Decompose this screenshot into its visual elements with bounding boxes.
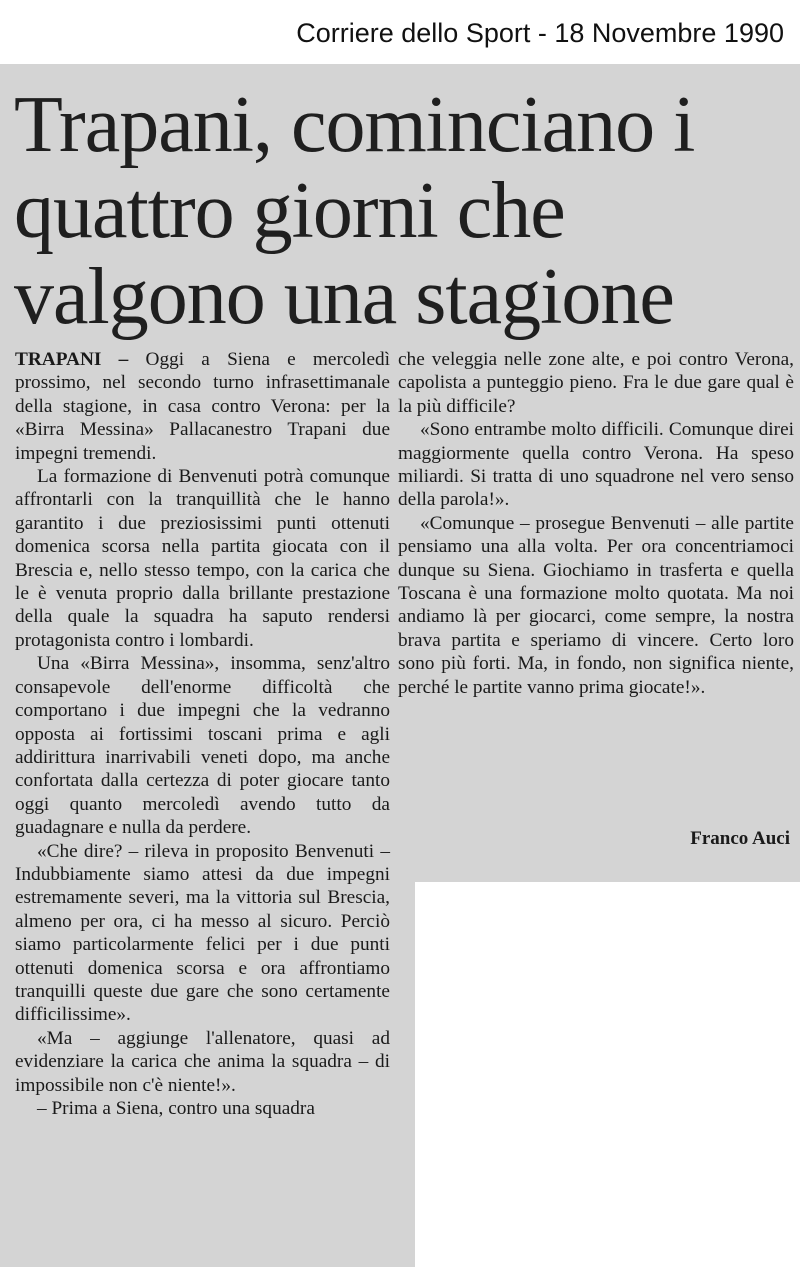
newspaper-clipping [0, 64, 800, 1267]
paragraph-text: Oggi a Siena e mercoledì prossimo, nel secondo turno infrasettimanale della stagione, in casa contro Verona: per la «Birra Messina» Pallacanestro Trapani due impegni tremendi. [15, 349, 391, 464]
source-caption: Corriere dello Sport - 18 Novembre 1990 [296, 18, 784, 48]
article-paragraph: «Che dire? – rileva in proposito Benvenuti – Indubbiamente siamo attesi da due impegni estremamente severi, ma la vittoria sul Brescia, almeno per ora, ci ha messo al sicuro. Perciò siamo particolarmente felici per i due punti ottenuti domenica scorsa e ora affrontiamo tranquilli queste due gare che sono certamente difficilissime». [15, 840, 390, 1026]
dateline: TRAPANI – [15, 349, 129, 370]
byline: Franco Auci [690, 828, 790, 849]
article-paragraph: che veleggia nelle zone alte, e poi contro Verona, capolista a punteggio pieno. Fra le due gare qual è la più difficile? [398, 349, 794, 417]
article-paragraph [15, 348, 390, 465]
article-paragraph: Una «Birra Messina», insomma, senz'altro consapevole dell'enorme difficoltà che comportano i due impegni che la vedranno opposta ai fortissimi toscani prima e agli addirittura inarrivabili veneti dopo, ma anche confortata dalla certezza di poter giocare tanto oggi quanto mercoledì avendo tutto da guadagnare e nulla da perdere. [15, 653, 390, 839]
article-paragraph: La formazione di Benvenuti potrà comunque affrontarli con la tranquillità che le hanno garantito i due preziosissimi punti ottenuti domenica scorsa nella partita giocata con il Brescia e, nello stesso tempo, con la carica che le è venuta proprio dalla brillante prestazione della quale la squadra ha saputo rendersi protagonista contro i lombardi. [15, 466, 390, 651]
article-paragraph: «Sono entrambe molto difficili. Comunque direi maggiormente quella contro Verona. Ha speso miliardi. Si tratta di uno squadrone nel vero senso della parola!». [398, 419, 794, 511]
article-paragraph: – Prima a Siena, contro una squadra [37, 1098, 315, 1119]
headline: Trapani, cominciano i quattro giorni che valgono una stagione [14, 81, 695, 341]
article-paragraph: «Comunque – prosegue Benvenuti – alle partite pensiamo una alla volta. Per ora concentriamoci dunque su Siena. Giochiamo in trasferta e quella Toscana è una formazione molto quotata. Ma noi andiamo là per giocarci, come sempre, la nostra brava partita e speriamo di vincere. Certo loro sono più forti. Ma, in fondo, non significa niente, perché le partite vanno prima giocate!». [398, 512, 794, 698]
article-column-right [398, 348, 794, 699]
article-paragraph: «Ma – aggiunge l'allenatore, quasi ad evidenziare la carica che anima la squadra – di impossibile non c'è niente!». [15, 1027, 390, 1096]
blank-area [415, 882, 800, 1267]
article-column-left [15, 348, 390, 1120]
